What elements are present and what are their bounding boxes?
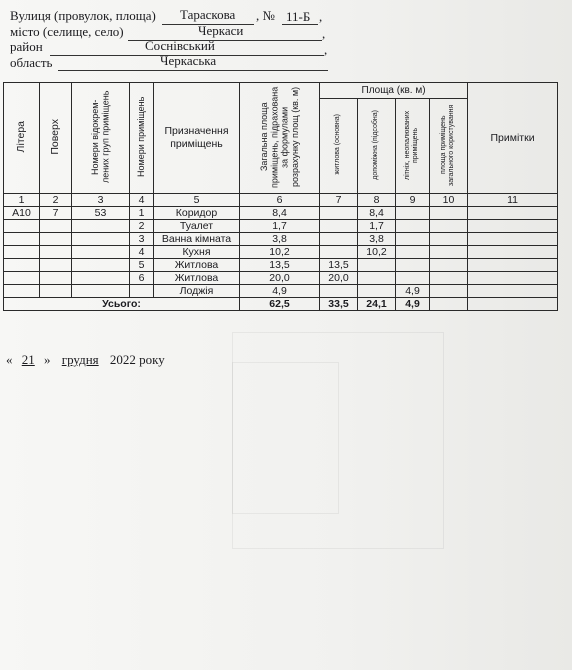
header-area-group: Площа (кв. м) [320,83,468,99]
cell-room: 4 [130,246,154,259]
cell-room [130,285,154,298]
cell-group [72,259,130,272]
cell-common [430,207,468,220]
cell-common [430,220,468,233]
cell-group [72,233,130,246]
cell-common [430,259,468,272]
cell-litera [4,246,40,259]
cell-room: 6 [130,272,154,285]
header-group-numbers [72,83,130,194]
cell-common [430,233,468,246]
totals-aux: 24,1 [358,298,396,311]
number-comma: , [319,9,323,24]
date-close-quote: » [44,352,51,367]
city-value: Черкаси [198,23,244,38]
cell-summer [396,272,430,285]
cell-living [320,233,358,246]
col-num: 11 [468,194,558,207]
header-notes: Примітки [468,83,558,194]
cell-floor [40,285,72,298]
city-comma: , [322,26,326,41]
cell-purpose: Ванна кімната [154,233,240,246]
rooms-table [3,82,558,311]
cell-litera [4,285,40,298]
region-label: область [10,55,53,70]
header-floor-text: Поверх [49,118,62,155]
table-row [4,272,558,285]
header-auxiliary-text: допоміжна (підсобна) [372,109,380,180]
header-room-numbers [130,83,154,194]
cell-living [320,207,358,220]
table-row [4,233,558,246]
cell-summer [396,233,430,246]
cell-aux [358,272,396,285]
date-day: 21 [21,352,35,367]
cell-room: 2 [130,220,154,233]
cell-notes [468,220,558,233]
cell-floor: 7 [40,207,72,220]
cell-floor [40,220,72,233]
cell-purpose: Кухня [154,246,240,259]
cell-aux: 1,7 [358,220,396,233]
header-total-area-text: Загальна площа приміщень, підрахована за формулами розрахунку площ (кв. м) [258,85,300,188]
header-summer [396,99,430,194]
table-row [4,285,558,298]
header-living [320,99,358,194]
cell-total: 3,8 [240,233,320,246]
cell-total: 10,2 [240,246,320,259]
header-floor [40,83,72,194]
cell-aux [358,285,396,298]
col-num: 10 [430,194,468,207]
header-common [430,99,468,194]
cell-purpose: Житлова [154,259,240,272]
col-num: 4 [130,194,154,207]
col-num: 6 [240,194,320,207]
col-num: 8 [358,194,396,207]
cell-common [430,246,468,259]
date-month: грудня [61,352,99,367]
col-num: 9 [396,194,430,207]
cell-purpose: Коридор [154,207,240,220]
header-total-area [240,83,320,194]
header-living-text: житлова (основна) [334,114,342,175]
totals-label: Усього: [4,298,240,311]
header-summer-text: літніх, неопалюваних приміщень [404,110,420,180]
cell-aux: 10,2 [358,246,396,259]
cell-floor [40,272,72,285]
cell-litera [4,259,40,272]
date-year-suffix: року [139,352,165,367]
cell-group [72,246,130,259]
totals-total: 62,5 [240,298,320,311]
totals-summer: 4,9 [396,298,430,311]
date-open-quote: « [6,352,13,367]
cell-living: 20,0 [320,272,358,285]
number-label: , № [256,8,275,23]
cell-notes [468,259,558,272]
cell-living [320,220,358,233]
table-row [4,220,558,233]
show-through-plan-inner [232,362,339,514]
cell-aux: 3,8 [358,233,396,246]
cell-floor [40,233,72,246]
document-date [6,352,165,368]
cell-common [430,272,468,285]
cell-aux [358,259,396,272]
cell-purpose: Туалет [154,220,240,233]
city-label: місто (селище, село) [10,24,124,39]
cell-living [320,246,358,259]
cell-notes [468,207,558,220]
header-litera-text: Літера [15,120,28,153]
col-num: 2 [40,194,72,207]
street-value: Тараскова [180,7,236,22]
cell-group [72,285,130,298]
region-underline [58,70,328,71]
cell-summer [396,246,430,259]
cell-notes [468,233,558,246]
cell-room: 3 [130,233,154,246]
cell-summer [396,259,430,272]
table-row [4,259,558,272]
cell-living: 13,5 [320,259,358,272]
cell-common [430,285,468,298]
street-label: Вулиця (провулок, площа) [10,8,156,23]
cell-purpose: Лоджія [154,285,240,298]
cell-group: 53 [72,207,130,220]
cell-floor [40,259,72,272]
cell-summer [396,207,430,220]
col-num: 5 [154,194,240,207]
cell-floor [40,246,72,259]
cell-notes [468,272,558,285]
cell-total: 13,5 [240,259,320,272]
cell-litera: А10 [4,207,40,220]
header-purpose: Призначення приміщень [154,83,240,194]
totals-notes [468,298,558,311]
cell-room: 1 [130,207,154,220]
table-row [4,246,558,259]
number-value: 11-Б [286,9,311,24]
cell-total: 1,7 [240,220,320,233]
header-room-numbers-text: Номери приміщень [136,96,147,177]
table-row [4,207,558,220]
header-litera [4,83,40,194]
cell-aux: 8,4 [358,207,396,220]
cell-living [320,285,358,298]
cell-room: 5 [130,259,154,272]
region-value: Черкаська [160,53,217,68]
cell-notes [468,246,558,259]
cell-purpose: Житлова [154,272,240,285]
totals-common [430,298,468,311]
cell-litera [4,272,40,285]
cell-notes [468,285,558,298]
cell-summer: 4,9 [396,285,430,298]
cell-total: 8,4 [240,207,320,220]
district-label: район [10,39,43,54]
date-year: 2022 [109,352,136,367]
cell-group [72,272,130,285]
col-num: 3 [72,194,130,207]
header-auxiliary [358,99,396,194]
cell-summer [396,220,430,233]
header-group-numbers-text: Номери відокрем-лених груп приміщень [90,90,111,183]
street-line [10,8,156,24]
col-num: 7 [320,194,358,207]
cell-litera [4,233,40,246]
cell-litera [4,220,40,233]
header-common-text: площа приміщень загального користування [440,103,456,186]
totals-living: 33,5 [320,298,358,311]
district-comma: , [324,42,328,57]
cell-total: 4,9 [240,285,320,298]
column-number-row [4,194,558,207]
col-num: 1 [4,194,40,207]
cell-total: 20,0 [240,272,320,285]
totals-row [4,298,558,311]
district-value: Соснівський [145,38,215,53]
cell-group [72,220,130,233]
